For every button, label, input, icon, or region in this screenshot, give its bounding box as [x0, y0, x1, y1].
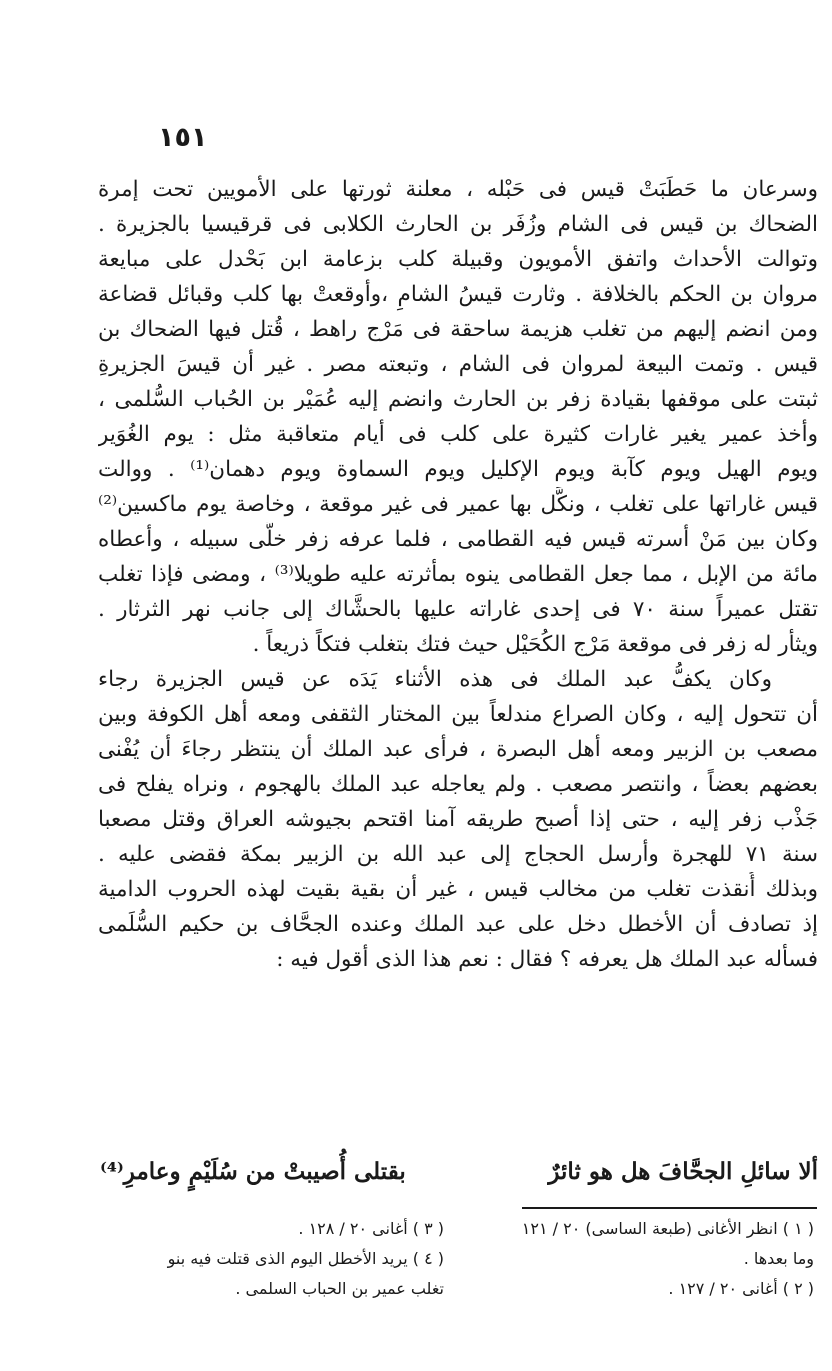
text-line: ومن انضم إليهم من تغلب هزيمة ساحقة فى مَرْج راهط ، قُتل فيها الضحاك بن [98, 317, 818, 342]
poetry-verse [100, 1158, 818, 1202]
text-line: وأخذ عمير يغير غارات كثيرة على كلب فى أيام متعاقبة مثل : يوم الغُوَير [98, 422, 818, 447]
text-line: قيس غاراتها على تغلب ، ونكَّل بها عمير فى غير موقعة ، وخاصة يوم ماكسين⁽²⁾ [98, 492, 818, 517]
text-line: وسرعان ما حَطَبَتْ قيس فى حَبْله ، معلنة ثورتها على الأمويين تحت إمرة [98, 177, 818, 202]
text-line: أن تتحول إليه ، وكان الصراع مندلعاً بين المختار الثقفى ومعه أهل الكوفة وبين [98, 702, 818, 727]
text-line: قيس . وتمت البيعة لمروان فى الشام ، وتبعته مصر . غير أن قيسَ الجزيرةِ [98, 352, 818, 377]
text-line: وكان بين مَنْ أسرته قيس فيه القطامى ، فلما عرفه زفر خلَّى سبيله ، وأعطاه [98, 527, 818, 552]
verse-second-hemistich: بقتلى أُصيبتْ من سُلَيْمٍ وعامرِ⁽⁴⁾ [100, 1158, 406, 1185]
text-line: جَذْب زفر إليه ، حتى إذا أصبح طريقه آمنا اقتحم بجيوشه العراق وقتل مصعبا [98, 807, 818, 832]
text-line: بعضهم بعضاً ، وانتصر مصعب . ولم يعاجله عبد الملك بالهجوم ، ونراه يفلح فى [98, 772, 818, 797]
footnote-4-continued: تغلب عمير بن الحباب السلمى . [235, 1279, 444, 1298]
text-line: مائة من الإبل ، مما جعل القطامى ينوه بمأثرته عليه طويلا⁽³⁾ ، ومضى فإذا تغلب [98, 562, 818, 587]
text-line: ثبتت على موقفها بقيادة زفر بن الحارث وانضم إليه عُمَيْر بن الحُباب السُّلمى ، [98, 387, 818, 412]
text-line: ويثأر له زفر فى موقعة مَرْج الكُحَيْل حيث فتك بتغلب فتكاً ذريعاً . [252, 632, 818, 657]
footnotes-right-column [489, 1214, 814, 1304]
text-line: مروان بن الحكم بالخلافة . وثارت قيسُ الشامِ ،وأوقعتْ بها كلب وقبائل قضاعة [98, 282, 818, 307]
text-line: وتوالت الأحداث واتفق الأمويون وقبيلة كلب بزعامة ابن بَحْدل على مبايعة [98, 247, 818, 272]
footnote-1: ( ١ ) انظر الأغانى (طبعة الساسى) ٢٠ / ١٢١ [521, 1219, 814, 1238]
page-number: ١٥١ [158, 122, 208, 153]
text-line: وبذلك أُنقذت تغلب من مخالب قيس ، غير أن بقية بقيت لهذه الحروب الدامية [98, 877, 818, 902]
text-line: إذ تصادف أن الأخطل دخل على عبد الملك وعنده الجحَّاف بن حكيم السُّلَمى [98, 912, 818, 937]
footnotes-left-column [104, 1214, 444, 1304]
text-line: الضحاك بن قيس فى الشام وزُفَر بن الحارث الكلابى فى قرقيسيا بالجزيرة . [98, 212, 818, 237]
body-text [98, 172, 818, 977]
footnote-3: ( ٣ ) أغانى ٢٠ / ١٢٨ . [298, 1219, 444, 1238]
text-line: فسأله عبد الملك هل يعرفه ؟ فقال : نعم هذا الذى أقول فيه : [276, 947, 818, 972]
footnote-4: ( ٤ ) يريد الأخطل اليوم الذى قتلت فيه بنو [167, 1249, 444, 1268]
text-line: سنة ٧١ للهجرة وأرسل الحجاج إلى عبد الله بن الزبير بمكة فقضى عليه . [98, 842, 818, 867]
footnote-1-continued: وما بعدها . [743, 1249, 814, 1268]
footnote-2: ( ٢ ) أغانى ٢٠ / ١٢٧ . [668, 1279, 814, 1298]
verse-first-hemistich: ألا سائلِ الجحَّافَ هل هو ثائرٌ [548, 1158, 818, 1185]
text-line: تقتل عميراً سنة ٧٠ فى إحدى غاراته عليها بالحشَّاك إلى جانب نهر الثرثار . [98, 597, 818, 622]
text-line: مصعب بن الزبير ومعه أهل البصرة ، فرأى عبد الملك أن ينتظر رجاءَ أن يُفْنى [98, 737, 818, 762]
footnote-separator [522, 1207, 817, 1209]
text-line: ويوم الهيل ويوم كآبة ويوم الإكليل ويوم السماوة ويوم دهمان⁽¹⁾ . ووالت [98, 457, 818, 482]
text-line: وكان يكفُّ عبد الملك فى هذه الأثناء يَدَه عن قيس الجزيرة رجاء [98, 667, 772, 692]
